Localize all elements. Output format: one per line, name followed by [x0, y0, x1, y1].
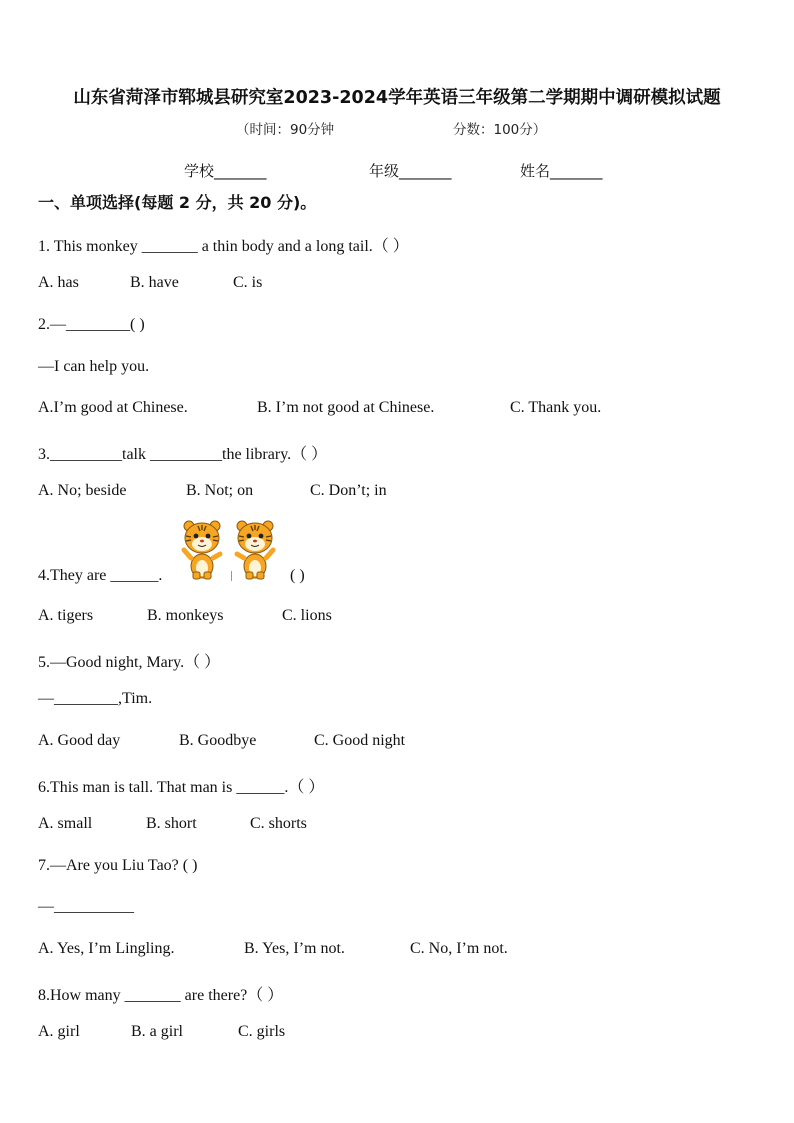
question-8-option-c: C. girls: [238, 1023, 286, 1040]
tiger-image-1: [178, 518, 226, 580]
question-4-option-a: A. tigers: [38, 607, 94, 624]
question-1-stem: 1. This monkey _______ a thin body and a long tail.（ ）: [38, 238, 409, 255]
question-7-option-b: B. Yes, I’m not.: [244, 940, 345, 957]
school-field: 学校_______: [184, 162, 267, 180]
grade-field: 年级_______: [369, 162, 452, 180]
name-field: 姓名_______: [520, 162, 603, 180]
question-5-reply: —________,Tim.: [38, 690, 153, 707]
question-1-option-b: B. have: [130, 274, 179, 291]
exam-score: 分数：100分）: [453, 122, 547, 138]
tiger-image-2: [231, 518, 279, 580]
question-6-stem: 6.This man is tall. That man is ______.（ ）: [38, 779, 325, 796]
question-4-option-c: C. lions: [282, 607, 332, 624]
question-5-option-a: A. Good day: [38, 732, 121, 749]
question-2-option-a: A.I’m good at Chinese.: [38, 399, 188, 416]
question-7-option-c: C. No, I’m not.: [410, 940, 508, 957]
question-3-option-b: B. Not; on: [186, 482, 254, 499]
question-1-option-a: A. has: [38, 274, 79, 291]
exam-time: （时间：90分钟: [236, 122, 335, 138]
question-5-option-b: B. Goodbye: [179, 732, 257, 749]
question-7-stem: 7.—Are you Liu Tao? ( ): [38, 857, 198, 874]
page-title: 山东省菏泽市郓城县研究室2023-2024学年英语三年级第二学期期中调研模拟试题: [73, 88, 721, 108]
question-6-option-a: A. small: [38, 815, 93, 832]
question-7-option-a: A. Yes, I’m Lingling.: [38, 940, 175, 957]
question-4-paren: ( ): [290, 567, 305, 584]
question-2-option-b: B. I’m not good at Chinese.: [257, 399, 435, 416]
question-6-option-b: B. short: [146, 815, 197, 832]
question-3-option-c: C. Don’t; in: [310, 482, 387, 499]
question-8-stem: 8.How many _______ are there?（ ）: [38, 987, 284, 1004]
question-5-stem: 5.—Good night, Mary.（ ）: [38, 654, 221, 671]
question-7-reply: —__________: [38, 898, 134, 915]
question-4-stem: 4.They are ______.: [38, 567, 163, 584]
question-2-stem: 2.—________( ): [38, 316, 145, 333]
question-3-stem: 3._________talk _________the library.（ ）: [38, 446, 328, 463]
question-8-option-b: B. a girl: [131, 1023, 183, 1040]
question-5-option-c: C. Good night: [314, 732, 406, 749]
question-1-option-c: C. is: [233, 274, 263, 291]
question-2-reply: —I can help you.: [38, 358, 150, 375]
section-title: 一、单项选择(每题 2 分，共 20 分)。: [38, 193, 317, 212]
question-3-option-a: A. No; beside: [38, 482, 127, 499]
question-2-option-c: C. Thank you.: [510, 399, 602, 416]
question-8-option-a: A. girl: [38, 1023, 80, 1040]
question-4-option-b: B. monkeys: [147, 607, 224, 624]
image-divider: [231, 571, 232, 581]
question-6-option-c: C. shorts: [250, 815, 307, 832]
